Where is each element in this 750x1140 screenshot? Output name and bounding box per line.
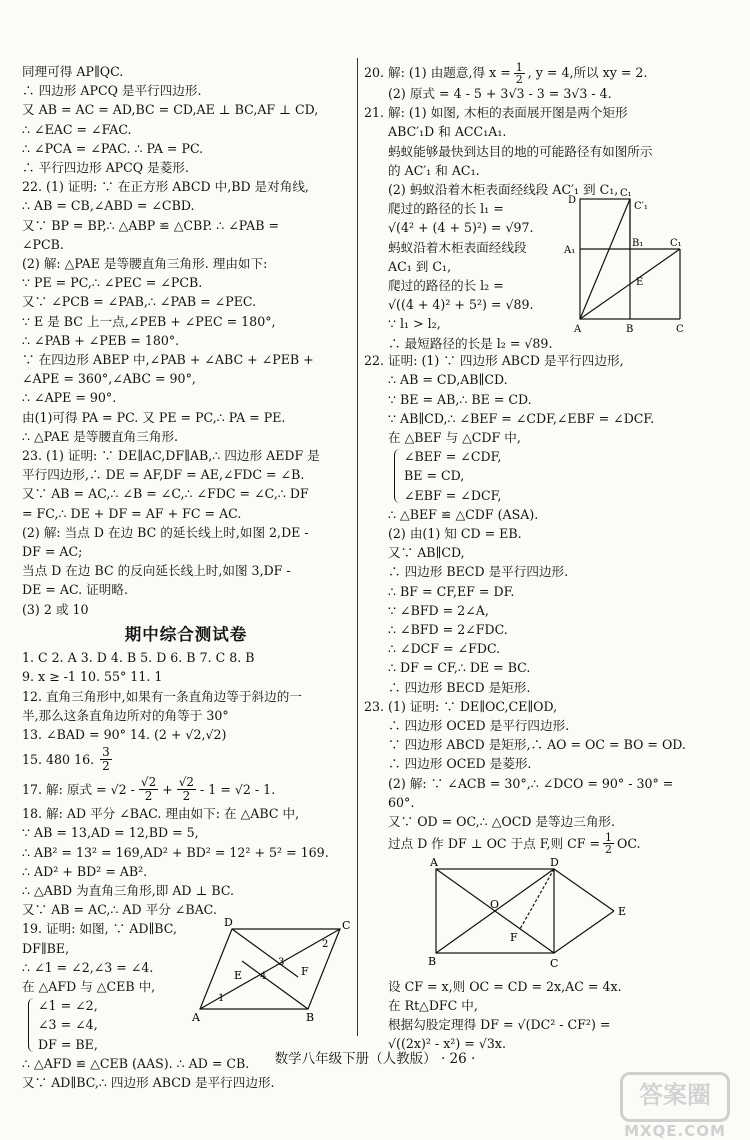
problem-18-line: 18. 解: AD 平分 ∠BAC. 理由如下: 在 △ABC 中, xyxy=(22,806,300,822)
problem-21-line: 21. 解: (1) 如图, 木柜的表面展开图是两个矩形 xyxy=(364,105,628,121)
answer-text: 过点 D 作 DF ⊥ OC 于点 F,则 CF = xyxy=(388,835,601,851)
text-line: 由(1)可得 PA = PC. 又 PE = PC,∴ PA = PE. xyxy=(22,409,286,425)
condition-line: ∠BEF = ∠CDF, xyxy=(404,449,502,465)
text-line xyxy=(364,831,694,855)
section-title: 期中综合测试卷 xyxy=(124,624,248,644)
fraction xyxy=(603,832,614,855)
text-line: ∴ 最短路径的长是 l₂ = √89. xyxy=(388,335,553,351)
label-B: B xyxy=(626,324,634,336)
answer-line: 9. x ≥ -1 10. 55° 11. 1 xyxy=(22,669,163,685)
watermark-text: 答案圈 xyxy=(620,1072,730,1122)
label-C1-right: C₁ xyxy=(670,238,682,250)
fraction xyxy=(100,746,112,773)
label-D: D xyxy=(568,195,577,207)
brace-mark xyxy=(394,449,400,503)
text-line: ∵ E 是 BC 上一点,∠PEB + ∠PEC = 180°, xyxy=(22,313,276,329)
label-B: B xyxy=(306,1011,315,1025)
text-line: 在 △BEF 与 △CDF 中, xyxy=(388,430,521,446)
label-C1-prime: C′₁ xyxy=(634,201,648,213)
problem-19-line: 19. 证明: 如图, ∵ AD∥BC, xyxy=(22,921,177,937)
label-C: C xyxy=(676,324,684,336)
text-line: 根据勾股定理得 DF = √(DC² - CF²) = xyxy=(388,1016,611,1032)
condition-line: ∠EBF = ∠DCF, xyxy=(404,487,502,503)
condition-line: ∠1 = ∠2, xyxy=(38,998,98,1014)
text-line: ∴ ∠DCF = ∠FDC. xyxy=(388,641,501,657)
text-line: ∵ BE = AB,∴ BE = CD. xyxy=(388,391,532,407)
problem-22-line: 22. 证明: (1) ∵ 四边形 ABCD 是平行四边形, xyxy=(364,353,624,369)
text-line: ∴ ∠EAC = ∠FAC. xyxy=(22,121,132,137)
column-divider xyxy=(357,58,358,1036)
text-line: 平行四边形,∴ DE = AF,DF = AE,∠FDC = ∠B. xyxy=(22,467,305,483)
text-line: ABC′₁D 和 ACC₁A₁. xyxy=(388,124,507,140)
text-line: 的 AC′₁ 和 AC₁. xyxy=(388,162,480,178)
condition-line: BE = CD, xyxy=(404,468,465,484)
label-O: O xyxy=(490,898,500,912)
condition-group xyxy=(364,447,694,505)
answer-text: OC. xyxy=(617,835,641,851)
left-column xyxy=(22,62,350,1092)
fraction-denominator: 2 xyxy=(144,788,153,803)
text-line: ∴ 平行四边形 APCQ 是菱形. xyxy=(22,160,189,176)
figure-23-rectangle-rhombus xyxy=(424,857,634,969)
answer-line xyxy=(22,774,350,804)
condition-line: DF = BE, xyxy=(38,1036,98,1052)
text-line: √(4² + (4 + 5)²) = √97. xyxy=(388,220,534,236)
text-line: 在 Rt△DFC 中, xyxy=(388,997,478,1013)
text-line: ∵ PE = PC,∴ ∠PEC = ∠PCB. xyxy=(22,275,203,291)
text-line: ∴ 四边形 BECD 是矩形. xyxy=(388,679,531,695)
text-line: (3) 2 或 10 xyxy=(22,601,89,617)
angle-4-label: 4 xyxy=(260,971,267,983)
answer-line: 1. C 2. A 3. D 4. B 5. D 6. B 7. C 8. B xyxy=(22,650,255,666)
answer-text: 17. 解: 原式 = √2 - xyxy=(22,781,135,797)
text-line: ∴ △AFD ≌ △CEB (AAS). ∴ AD = CB. xyxy=(22,1055,250,1071)
condition-line: ∠3 = ∠4, xyxy=(38,1017,98,1033)
text-line: ∴ ∠BFD = 2∠FDC. xyxy=(388,622,508,638)
label-C: C xyxy=(342,919,350,933)
fraction xyxy=(139,776,158,803)
fraction xyxy=(514,62,525,84)
text-line: ∴ AB² = 13² = 169,AD² + BD² = 12² + 5² = 169. xyxy=(22,844,329,860)
text-line: ∴ 四边形 OCED 是平行四边形. xyxy=(388,718,570,734)
text-line: DF∥BE, xyxy=(22,940,70,956)
watermark-logo xyxy=(620,1072,730,1140)
label-C1: C₁ xyxy=(620,188,632,200)
text-line: ∴ 四边形 OCED 是菱形. xyxy=(388,756,532,772)
text-line: ∴ AD² + BD² = AB². xyxy=(22,863,148,879)
text-line: 蚂蚁能够最快到达目的地的可能路径有如图所示 xyxy=(388,143,653,159)
text-line: ∵ 四边形 ABCD 是矩形,∴ AO = OC = BO = OD. xyxy=(388,737,686,753)
text-line: ∴ AB = CB,∠ABD = ∠CBD. xyxy=(22,198,195,214)
text-line: (2) 解: ∵ ∠ACB = 30°,∴ ∠DCO = 90° - 30° = xyxy=(388,775,674,791)
text-line: (2) 解: △PAE 是等腰直角三角形. 理由如下: xyxy=(22,256,268,272)
text-line: ∵ l₁ > l₂, xyxy=(388,316,441,332)
watermark-url: MXQE.COM xyxy=(624,1122,726,1140)
text-line: ∴ ∠PCA = ∠PAC. ∴ PA = PC. xyxy=(22,140,204,156)
label-A1: A₁ xyxy=(564,245,576,257)
answer-text: + xyxy=(162,781,173,797)
text-line: ∴ BF = CF,EF = DF. xyxy=(388,583,515,599)
text-line: 爬过的路径的长 l₁ = xyxy=(388,201,504,217)
fraction xyxy=(177,776,196,803)
figure-19-parallelogram xyxy=(190,917,350,1025)
text-line: ∴ 四边形 APCQ 是平行四边形. xyxy=(22,83,202,99)
label-E: E xyxy=(618,905,627,919)
label-E: E xyxy=(636,277,644,289)
answer-line: 半,那么这条直角边所对的角等于 30° xyxy=(22,707,229,723)
text-line: 设 CF = x,则 OC = CD = 2x,AC = 4x. xyxy=(388,978,622,994)
text-line: ∠APE = 360°,∠ABC = 90°, xyxy=(22,371,196,387)
text-line: ∵ AB∥CD,∴ ∠BEF = ∠CDF,∠EBF = ∠DCF. xyxy=(388,410,655,426)
text-line: 又∵ AB∥CD, xyxy=(388,545,465,561)
text-line: ∴ △PAE 是等腰直角三角形. xyxy=(22,428,179,444)
text-line: 又 AB = AC = AD,BC = CD,AE ⊥ BC,AF ⊥ CD, xyxy=(22,102,319,118)
text-line: ∴ ∠APE = 90°. xyxy=(22,390,117,406)
text-line: ∵ ∠BFD = 2∠A, xyxy=(388,602,489,618)
right-column xyxy=(364,62,694,1053)
label-D: D xyxy=(550,857,559,870)
text-line: ∴ △BEF ≌ △CDF (ASA). xyxy=(388,506,539,522)
answer-text: - 1 = √2 - 1. xyxy=(200,781,276,797)
answer-text: 15. 480 16. xyxy=(22,751,95,767)
fraction-denominator: 2 xyxy=(605,842,613,856)
text-line: 又∵ BP = BP,∴ △ABP ≌ △CBP. ∴ ∠PAB = xyxy=(22,217,280,233)
text-line: ∠PCB. xyxy=(22,236,64,252)
text-line: 在 △AFD 与 △CEB 中, xyxy=(22,978,156,994)
text-line: 同理可得 AP∥QC. xyxy=(22,64,124,79)
text-line: ∵ 在四边形 ABEP 中,∠PAB + ∠ABC + ∠PEB + xyxy=(22,352,314,368)
text-line: (2) 解: 当点 D 在边 BC 的延长线上时,如图 2,DE - xyxy=(22,524,309,540)
label-A: A xyxy=(192,1011,200,1025)
page-footer: 数学八年级下册（人教版） · 26 · xyxy=(274,1051,476,1067)
fraction-numerator: √2 xyxy=(140,774,157,789)
text-line: ∴ ∠PAB + ∠PEB = 180°. xyxy=(22,332,180,348)
problem-20-line xyxy=(364,62,694,84)
text-line: DF = AC; xyxy=(22,544,83,560)
text-line: 又∵ AB = AC,∴ ∠B = ∠C,∴ ∠FDC = ∠C,∴ DF xyxy=(22,486,309,502)
text-line: = FC,∴ DE + DF = AF + FC = AC. xyxy=(22,505,242,521)
brace-mark xyxy=(28,998,34,1052)
text-line: DE = AC. 证明略. xyxy=(22,582,128,598)
text-line: √((2x)² - x²) = √3x. xyxy=(388,1036,506,1052)
label-F: F xyxy=(301,965,309,979)
label-C: C xyxy=(550,957,559,970)
label-F: F xyxy=(510,931,518,945)
text-line: 又∵ OD = OC,∴ △OCD 是等边三角形. xyxy=(388,814,616,830)
text-line: ∴ 四边形 BECD 是平行四边形. xyxy=(388,564,569,580)
text-line: 又∵ AD∥BC,∴ 四边形 ABCD 是平行四边形. xyxy=(22,1074,275,1090)
text-line: 又∵ ∠PCB = ∠PAB,∴ ∠PAB = ∠PEC. xyxy=(22,294,257,310)
answer-line: 12. 直角三角形中,如果有一条直角边等于斜边的一 xyxy=(22,688,302,704)
fraction-denominator: 2 xyxy=(182,788,191,803)
fraction-numerator: 1 xyxy=(605,831,613,844)
text-line: 当点 D 在边 BC 的反向延长线上时,如图 3,DF - xyxy=(22,563,291,579)
label-A: A xyxy=(574,324,582,336)
angle-3-label: 3 xyxy=(278,957,285,969)
figure-21-unfolded-cabinet xyxy=(562,187,694,335)
text-line: 蚂蚁沿着木柜表面经线段 xyxy=(388,239,527,255)
problem-22-line: 22. (1) 证明: ∵ 在正方形 ABCD 中,BD 是对角线, xyxy=(22,179,309,195)
text-line: 60°. xyxy=(388,794,415,810)
problem-23-line: 23. (1) 证明: ∵ DE∥AC,DF∥AB,∴ 四边形 AEDF 是 xyxy=(22,448,320,464)
angle-2-label: 2 xyxy=(322,939,329,951)
text-line: 爬过的路径的长 l₂ = xyxy=(388,278,504,294)
text-line: ∴ ∠1 = ∠2,∠3 = ∠4. xyxy=(22,959,154,975)
fraction-numerator: √2 xyxy=(178,774,195,789)
answer-text: , y = 4,所以 xy = 2. xyxy=(527,65,648,81)
text-line: ∴ AB = CD,AB∥CD. xyxy=(388,372,508,388)
text-line: ∵ AB = 13,AD = 12,BD = 5, xyxy=(22,825,199,841)
answer-line: 13. ∠BAD = 90° 14. (2 + √2,√2) xyxy=(22,726,227,742)
text-line: (2) 原式 = 4 - 5 + 3√3 - 3 = 3√3 - 4. xyxy=(388,86,612,101)
label-E: E xyxy=(234,969,243,983)
text-line: √((4 + 4)² + 5²) = √89. xyxy=(388,297,534,313)
text-line: ∴ △ABD 为直角三角形,即 AD ⊥ BC. xyxy=(22,882,235,898)
fraction-numerator: 1 xyxy=(515,62,523,74)
problem-23-line: 23. (1) 证明: ∵ DE∥OC,CE∥OD, xyxy=(364,698,558,714)
fraction-denominator: 2 xyxy=(102,758,110,773)
fraction-numerator: 3 xyxy=(102,744,110,759)
answer-line xyxy=(22,744,350,774)
label-D: D xyxy=(224,917,233,930)
answer-text: 20. 解: (1) 由题意,得 x = xyxy=(364,65,511,81)
angle-1-label: 1 xyxy=(218,993,225,1005)
text-line: AC₁ 到 C₁, xyxy=(388,258,452,274)
text-line: 又∵ AB = AC,∴ AD 平分 ∠BAC. xyxy=(22,902,217,918)
text-line: (2) 蚂蚁沿着木柜表面经线段 AC′₁ 到 C₁, xyxy=(388,182,619,198)
text-line: ∴ DF = CF,∴ DE = BC. xyxy=(388,660,531,676)
text-line: (2) 由(1) 知 CD = EB. xyxy=(388,526,522,542)
label-B1: B₁ xyxy=(632,238,644,250)
fraction-denominator: 2 xyxy=(515,72,523,84)
label-A: A xyxy=(430,857,438,870)
label-B: B xyxy=(428,955,437,969)
